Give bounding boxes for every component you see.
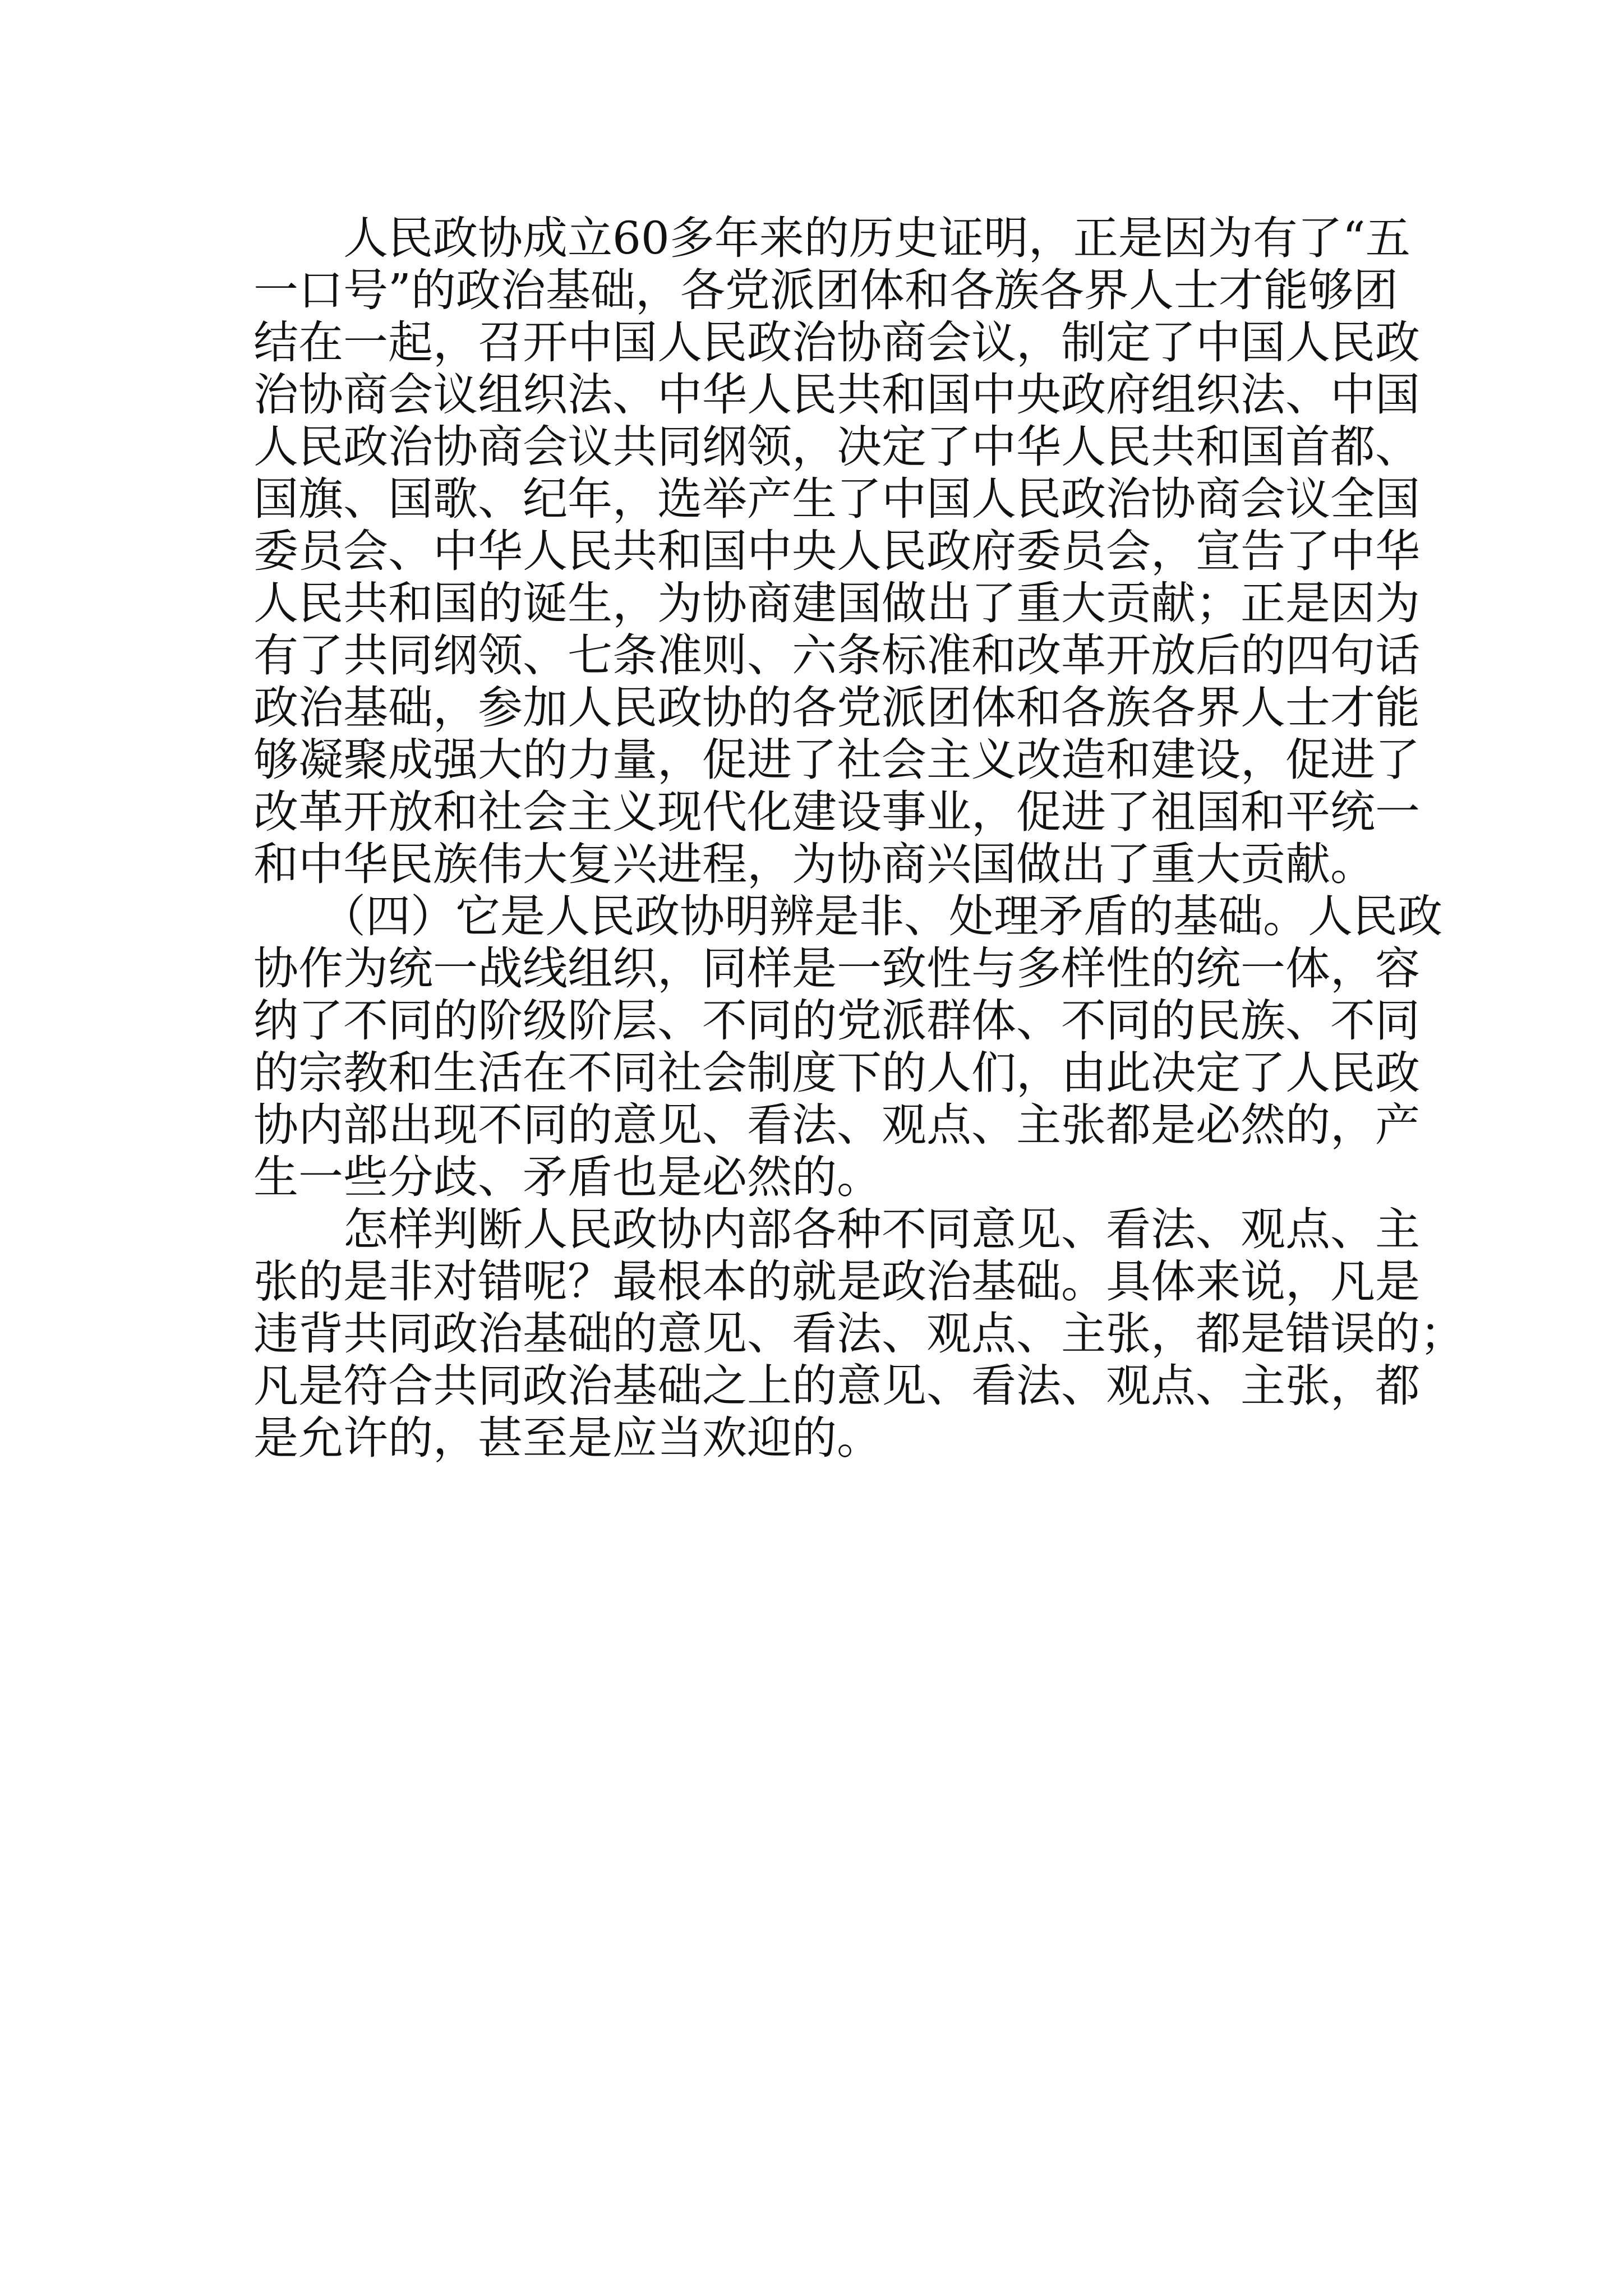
text-line: 张的是非对错呢？最根本的就是政治基础。具体来说，凡是 — [253, 1255, 1420, 1308]
text-line: 委员会、中华人民共和国中央人民政府委员会，宣告了中华 — [253, 525, 1420, 577]
text-line: 人民共和国的诞生，为协商建国做出了重大贡献；正是因为 — [253, 577, 1420, 629]
text-line: 国旗、国歌、纪年，选举产生了中国人民政治协商会议全国 — [253, 473, 1420, 525]
text-line: 和中华民族伟大复兴进程，为协商兴国做出了重大贡献。 — [253, 838, 1375, 890]
text-line: 够凝聚成强大的力量，促进了社会主义改造和建设，促进了 — [253, 734, 1420, 786]
document-body — [253, 212, 1465, 1465]
text-line: 怎样判断人民政协内部各种不同意见、看法、观点、主 — [253, 1203, 1420, 1255]
text-line: 违背共同政治基础的意见、看法、观点、主张，都是错误的； — [253, 1308, 1465, 1360]
text-line: 改革开放和社会主义现代化建设事业，促进了祖国和平统一 — [253, 786, 1420, 838]
text-line: 协内部出现不同的意见、看法、观点、主张都是必然的，产 — [253, 1099, 1420, 1151]
paragraph-history-proof — [253, 212, 1420, 890]
text-line: 治协商会议组织法、中华人民共和国中央政府组织法、中国 — [253, 369, 1420, 421]
text-line: 协作为统一战线组织，同样是一致性与多样性的统一体，容 — [253, 942, 1420, 995]
paragraph-judgment — [253, 1203, 1465, 1464]
text-line: 凡是符合共同政治基础之上的意见、看法、观点、主张，都 — [253, 1360, 1420, 1412]
paragraph-section-four — [253, 890, 1442, 1203]
text-line: 人民政治协商会议共同纲领，决定了中华人民共和国首都、 — [253, 421, 1420, 473]
text-line: 有了共同纲领、七条准则、六条标准和改革开放后的四句话 — [253, 629, 1420, 682]
text-line: 生一些分歧、矛盾也是必然的。 — [253, 1151, 882, 1203]
text-line: 纳了不同的阶级阶层、不同的党派群体、不同的民族、不同 — [253, 995, 1420, 1047]
text-line: 的宗教和生活在不同社会制度下的人们，由此决定了人民政 — [253, 1047, 1420, 1099]
text-line: 是允许的，甚至是应当欢迎的。 — [253, 1412, 882, 1464]
text-line: 一口号”的政治基础，各党派团体和各族各界人士才能够团 — [253, 264, 1398, 316]
text-line: 政治基础，参加人民政协的各党派团体和各族各界人士才能 — [253, 682, 1420, 734]
text-line: （四）它是人民政协明辨是非、处理矛盾的基础。人民政 — [253, 890, 1442, 942]
text-line: 结在一起，召开中国人民政治协商会议，制定了中国人民政 — [253, 316, 1420, 369]
text-line: 人民政协成立60多年来的历史证明，正是因为有了“五 — [253, 212, 1410, 264]
